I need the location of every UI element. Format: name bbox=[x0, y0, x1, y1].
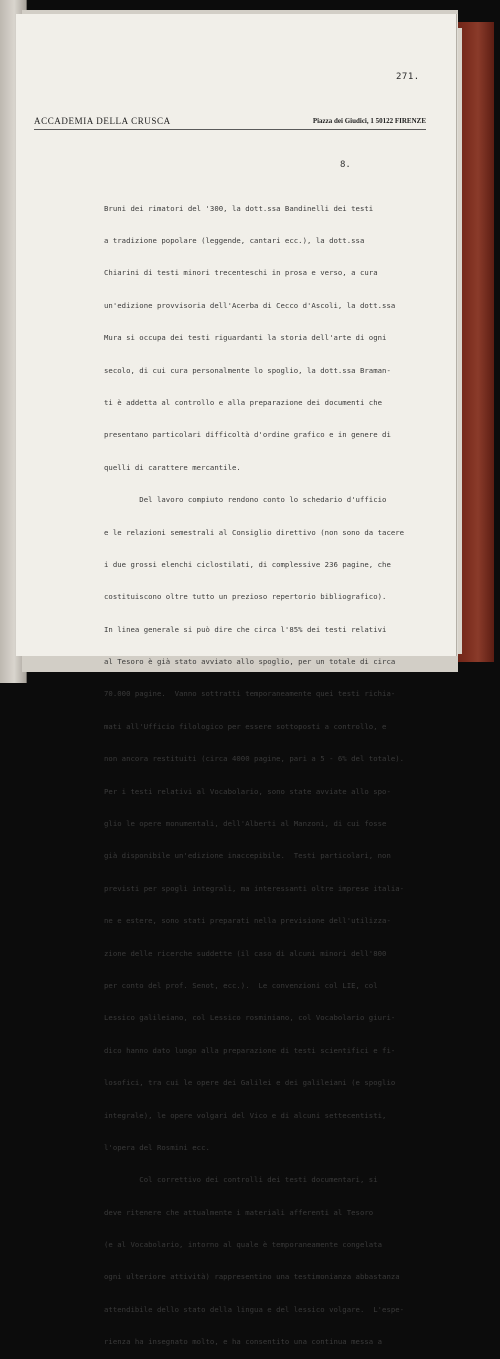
text-line: Bruni dei rimatori del '300, la dott.ssa Bandinelli dei testi bbox=[104, 203, 374, 213]
text-line: losofici, tra cui le opere dei Galilei e dei galileiani (e spoglio bbox=[104, 1078, 396, 1088]
text-line: a tradizione popolare (leggende, cantari ecc.), la dott.ssa bbox=[104, 235, 365, 245]
text-line: In linea generale si può dire che circa l'85% dei testi relativi bbox=[104, 624, 387, 634]
text-line: presentano particolari difficoltà d'ordine grafico e in genere di bbox=[104, 430, 391, 440]
text-line: i due grossi elenchi ciclostilati, di complessive 236 pagine, che bbox=[104, 559, 391, 569]
text-line: attendibile dello stato della lingua e del lessico volgare. L'espe- bbox=[104, 1304, 405, 1314]
text-line: ti è addetta al controllo e alla preparazione dei documenti che bbox=[104, 397, 383, 407]
text-line: previsti per spogli integrali, ma interessanti oltre imprese italia- bbox=[104, 883, 405, 893]
body-text bbox=[104, 182, 434, 1359]
text-line: zione delle ricerche suddette (il caso di alcuni minori dell'800 bbox=[104, 948, 387, 958]
text-line: Mura si occupa dei testi riguardanti la storia dell'arte di ogni bbox=[104, 333, 387, 343]
folio-number: 271. bbox=[396, 72, 420, 82]
text-line: Col correttivo dei controlli dei testi documentari, si bbox=[104, 1175, 378, 1185]
page-block-edge bbox=[456, 28, 462, 654]
text-line: non ancora restituiti (circa 4000 pagine, pari a 5 - 6% del totale). bbox=[104, 754, 405, 764]
text-line: Chiarini di testi minori trecenteschi in prosa e verso, a cura bbox=[104, 268, 378, 278]
letterhead-rule bbox=[34, 129, 426, 130]
text-line: costituiscono oltre tutto un prezioso repertorio bibliografico). bbox=[104, 592, 387, 602]
text-line: integrale), le opere volgari del Vico e di alcuni settecentisti, bbox=[104, 1110, 387, 1120]
text-line: per conto del prof. Senot, ecc.). Le convenzioni col LIE, col bbox=[104, 980, 378, 990]
text-line: l'opera del Rosmini ecc. bbox=[104, 1142, 210, 1152]
text-line: secolo, di cui cura personalmente lo spoglio, la dott.ssa Braman- bbox=[104, 365, 391, 375]
text-line: dico hanno dato luogo alla preparazione di testi scientifici e fi- bbox=[104, 1045, 396, 1055]
text-line: quelli di carattere mercantile. bbox=[104, 462, 241, 472]
text-line: un'edizione provvisoria dell'Acerba di Cecco d'Ascoli, la dott.ssa bbox=[104, 300, 396, 310]
page-number: 8. bbox=[340, 160, 351, 170]
text-line: deve ritenere che attualmente i materiali afferenti al Tesoro bbox=[104, 1207, 374, 1217]
text-line: al Tesoro è già stato avviato allo spoglio, per un totale di circa bbox=[104, 657, 396, 667]
text-line: mati all'Ufficio filologico per essere sottoposti a controllo, e bbox=[104, 721, 387, 731]
text-line: Per i testi relativi al Vocabolario, sono state avviate allo spo- bbox=[104, 786, 391, 796]
text-line: già disponibile un'edizione inaccepibile. Testi particolari, non bbox=[104, 851, 391, 861]
text-line: e le relazioni semestrali al Consiglio direttivo (non sono da tacere bbox=[104, 527, 405, 537]
letterhead-academy: ACCADEMIA DELLA CRUSCA bbox=[34, 116, 171, 126]
text-line: ogni ulteriore attività) rappresentino una testimonianza abbastanza bbox=[104, 1272, 400, 1282]
letterhead bbox=[34, 116, 426, 128]
text-line: Lessico galileiano, col Lessico rosminiano, col Vocabolario giuri- bbox=[104, 1013, 396, 1023]
text-line: rienza ha insegnato molto, e ha consentito una continua messa a bbox=[104, 1337, 383, 1347]
text-line: Del lavoro compiuto rendono conto lo schedario d'ufficio bbox=[104, 495, 387, 505]
text-line: 70.000 pagine. Vanno sottratti temporaneamente quei testi richia- bbox=[104, 689, 396, 699]
text-line: (e al Vocabolario, intorno al quale è temporaneamente congelata bbox=[104, 1240, 383, 1250]
text-line: ne e estere, sono stati preparati nella previsione dell'utilizza- bbox=[104, 916, 391, 926]
letterhead-address: Piazza dei Giudici, 1 50122 FIRENZE bbox=[312, 117, 426, 125]
text-line: glio le opere monumentali, dell'Alberti al Manzoni, di cui fosse bbox=[104, 819, 387, 829]
